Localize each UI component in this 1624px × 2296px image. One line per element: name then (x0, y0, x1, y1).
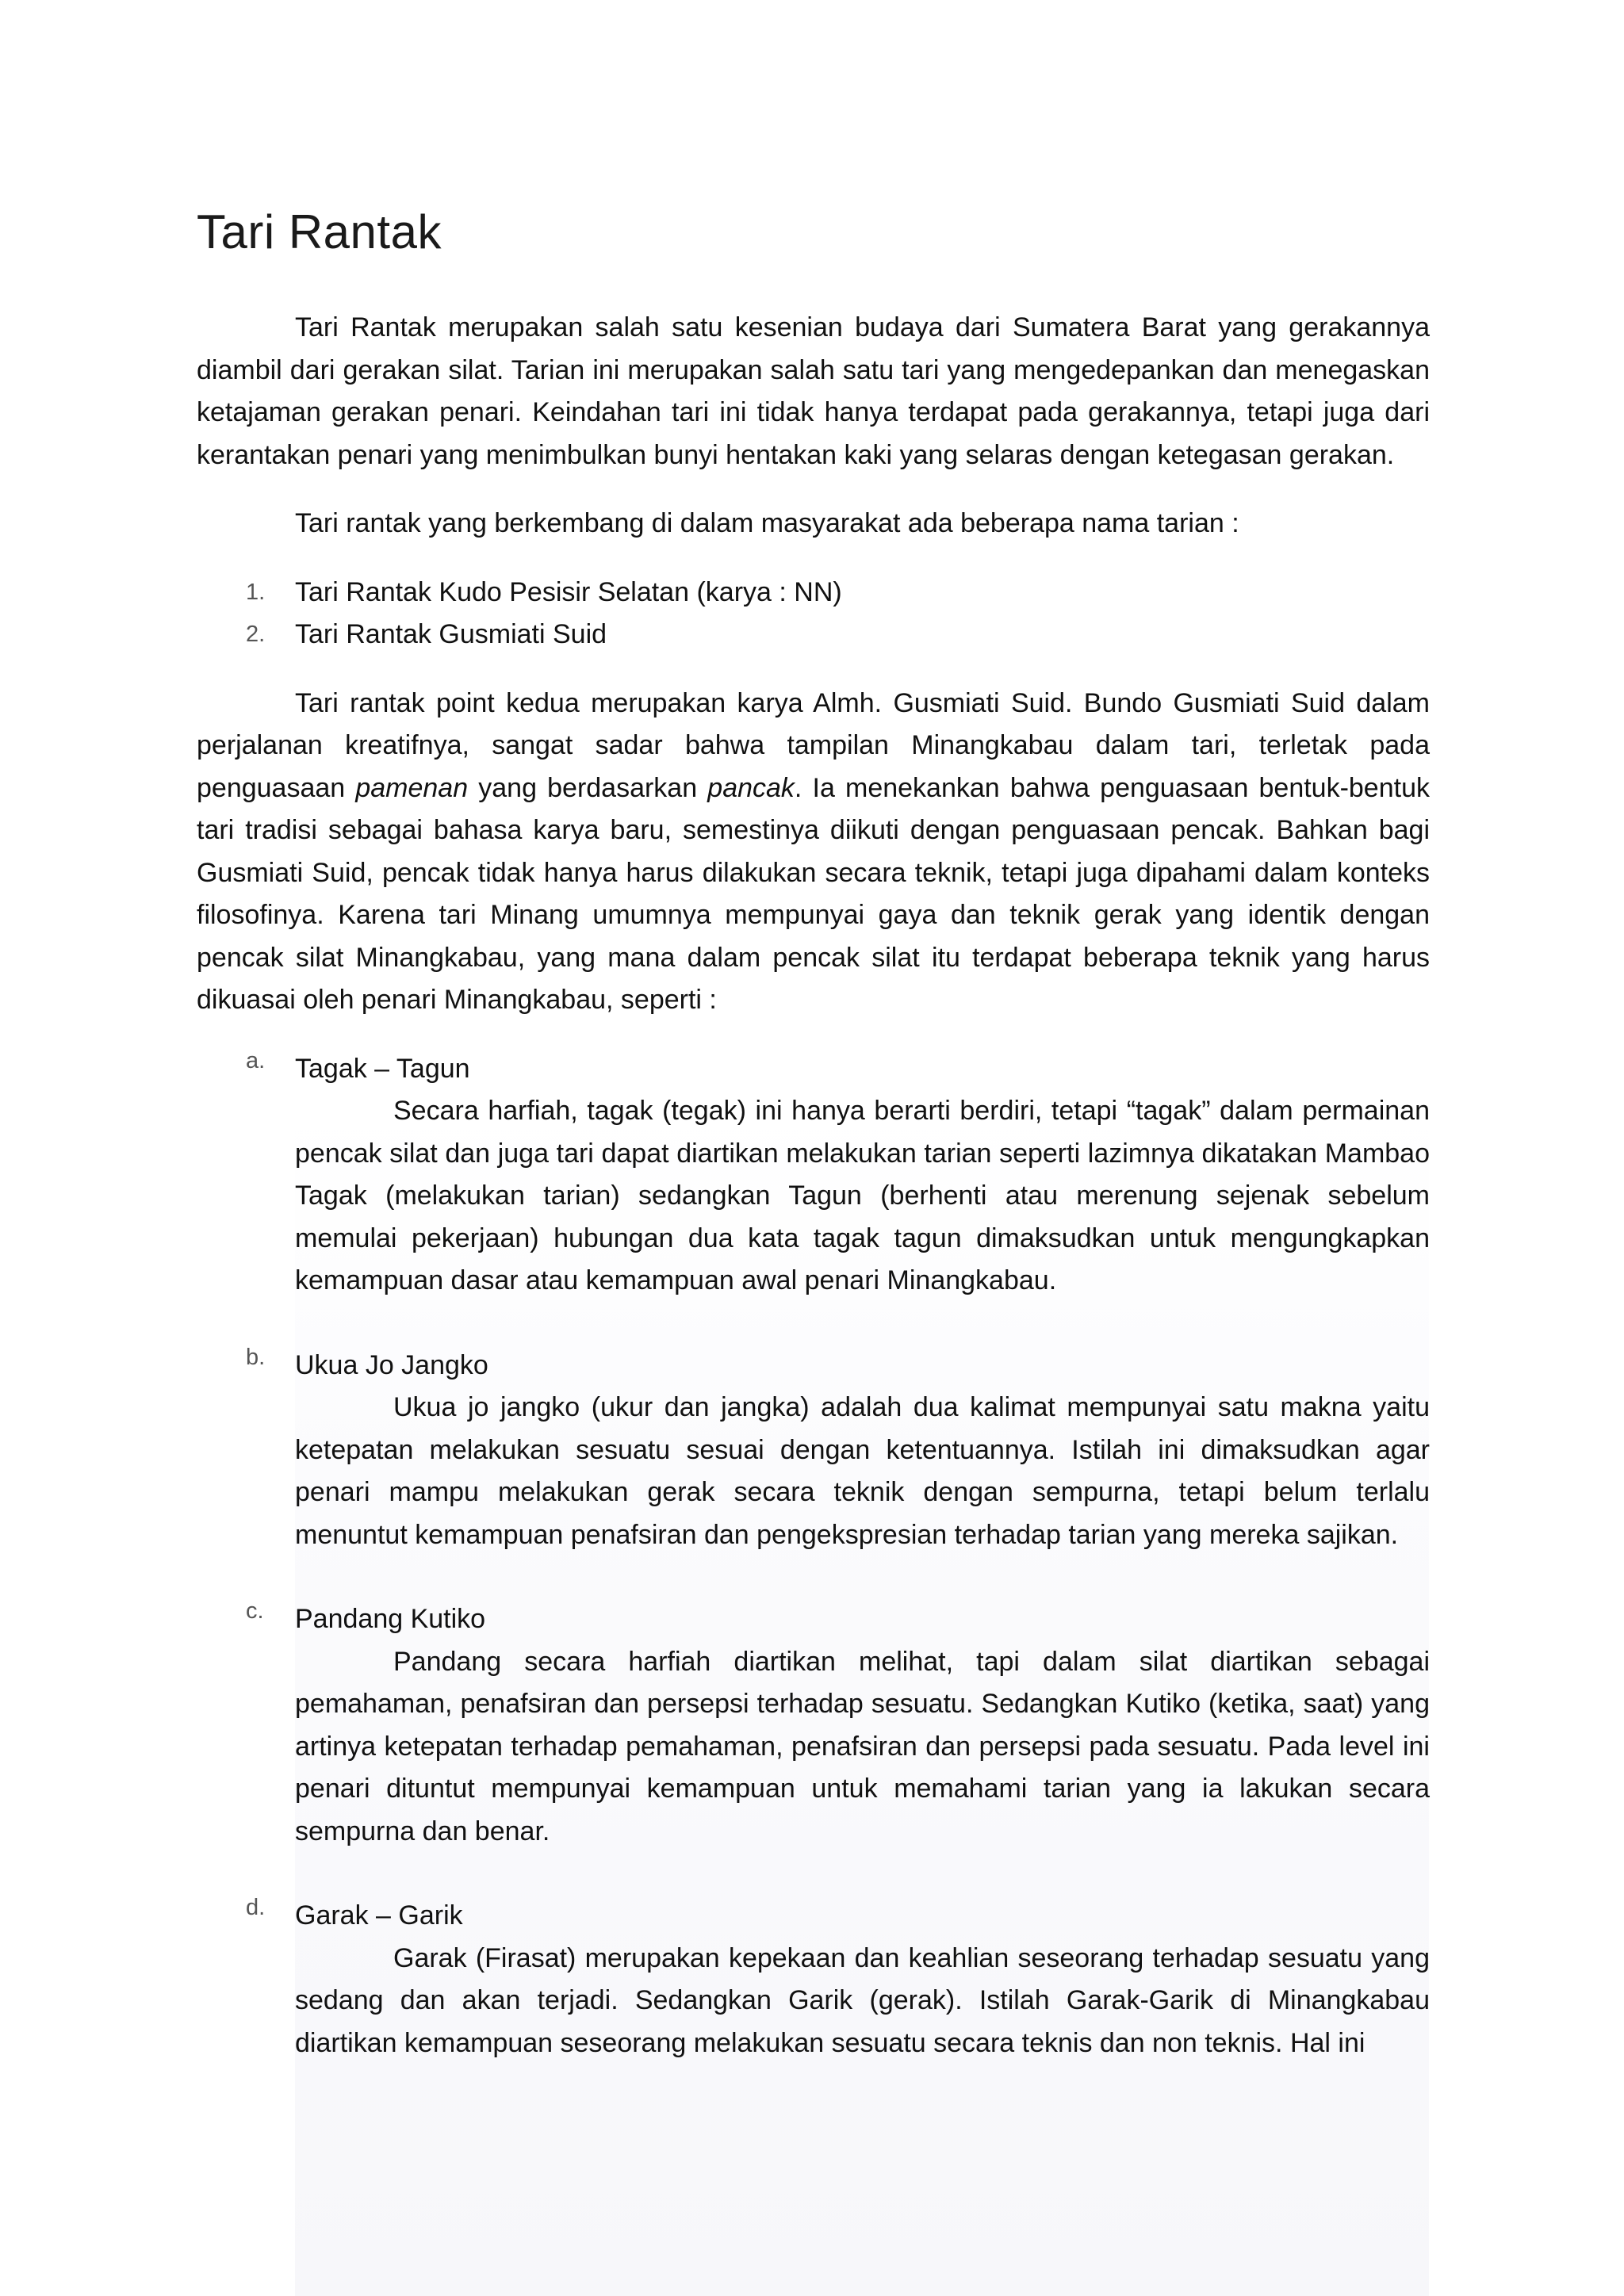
list-item-text: Tari Rantak Gusmiati Suid (295, 619, 607, 649)
italic-term-pamenan: pamenan (355, 772, 469, 803)
technique-list (197, 1048, 1430, 2065)
paragraph-text: Tari rantak point kedua merupakan karya Almh. Gusmiati Suid. Bundo Gusmiati Suid dalam perjalanan kreatifnya, sangat sadar bahwa tampilan Minangkabau dalam tari, terletak pada penguasaan (197, 687, 1430, 803)
technique-description: Ukua jo jangko (ukur dan jangka) adalah dua kalimat mempunyai satu makna yaitu ketepatan melakukan sesuatu sesuai dengan ketentuannya. Istilah ini dimaksudkan agar penari mampu melakukan gerak secara teknik dengan sempurna, tetapi belum terlalu menuntut kemampuan penafsiran dan pengekspresian terhadap tarian yang mereka sajikan. (295, 1392, 1430, 1550)
italic-term-pancak: pancak (707, 772, 795, 803)
list-marker: c. (246, 1598, 264, 1624)
list-marker: 1. (246, 579, 266, 605)
technique-item-garak-garik (197, 1895, 1430, 2064)
technique-description: Pandang secara harfiah diartikan melihat, tapi dalam silat diartikan sebagai pemahaman, penafsiran dan persepsi terhadap sesuatu. Sedangkan Kutiko (ketika, saat) yang artinya ketepatan terhadap pemahaman, penafsiran dan persepsi pada sesuatu. Pada level ini penari dituntut mempunyai kemampuan untuk memahami tarian yang ia lakukan secara sempurna dan benar. (295, 1646, 1430, 1846)
list-marker: a. (246, 1047, 266, 1073)
technique-description: Secara harfiah, tagak (tegak) ini hanya berarti berdiri, tetapi “tagak” dalam permainan pencak silat dan juga tari dapat diartikan melakukan tarian seperti lazimnya dikatakan Mambao Tagak (melakukan tarian) sedangkan Tagun (berhenti atau merenung sejenak sebelum memulai pekerjaan) hubungan dua kata tagak tagun dimaksudkan untuk mengungkapkan kemampuan dasar atau kemampuan awal penari Minangkabau. (295, 1096, 1430, 1295)
list-item (197, 572, 1430, 614)
document-title: Tari Rantak (197, 205, 442, 258)
list-item-text: Tari Rantak Kudo Pesisir Selatan (karya : NN) (295, 576, 842, 607)
technique-item-ukua-jo-jangko (197, 1345, 1430, 1557)
technique-item-tagak-tagun (197, 1048, 1430, 1303)
list-marker: 2. (246, 622, 266, 647)
technique-title: Ukua Jo Jangko (295, 1349, 488, 1380)
paragraph-dance-names-intro: Tari rantak yang berkembang di dalam masyarakat ada beberapa nama tarian : (295, 508, 1239, 538)
technique-description: Garak (Firasat) merupakan kepekaan dan keahlian seseorang terhadap sesuatu yang sedang dan akan terjadi. Sedangkan Garik (gerak). Istilah Garak-Garik di Minangkabau diartikan kemampuan seseorang melakukan sesuatu secara teknis dan non teknis. Hal ini (295, 1942, 1430, 2058)
paragraph-gusmiati (197, 683, 1430, 1022)
paragraph-intro: Tari Rantak merupakan salah satu kesenian budaya dari Sumatera Barat yang gerakannya diambil dari gerakan silat. Tarian ini merupakan salah satu tari yang mengedepankan dan menegaskan ketajaman gerakan penari. Keindahan tari ini tidak hanya terdapat pada gerakannya, tetapi juga dari kerantakan penari yang menimbulkan bunyi hentakan kaki yang selaras dengan ketegasan gerakan. (197, 312, 1430, 470)
paragraph-text: yang berdasarkan (468, 772, 708, 803)
technique-item-pandang-kutiko (197, 1598, 1430, 1853)
list-marker: b. (246, 1344, 266, 1370)
numbered-list (197, 572, 1430, 656)
technique-title: Tagak – Tagun (295, 1053, 470, 1084)
document-body (197, 202, 1430, 2064)
technique-title: Garak – Garik (295, 1900, 463, 1931)
technique-title: Pandang Kutiko (295, 1604, 486, 1634)
list-marker: d. (246, 1895, 266, 1920)
paragraph-text: . Ia menekankan bahwa penguasaan bentuk-bentuk tari tradisi sebagai bahasa karya baru, semestinya diikuti dengan penguasaan pencak. Bahkan bagi Gusmiati Suid, pencak tidak hanya harus dilakukan secara teknik, tetapi juga dipahami dalam konteks filosofinya. Karena tari Minang umumnya mempunyai gaya dan teknik gerak yang identik dengan pencak silat Minangkabau, yang mana dalam pencak silat itu terdapat beberapa teknik yang harus dikuasai oleh penari Minangkabau, seperti : (197, 772, 1430, 1015)
list-item (197, 614, 1430, 656)
